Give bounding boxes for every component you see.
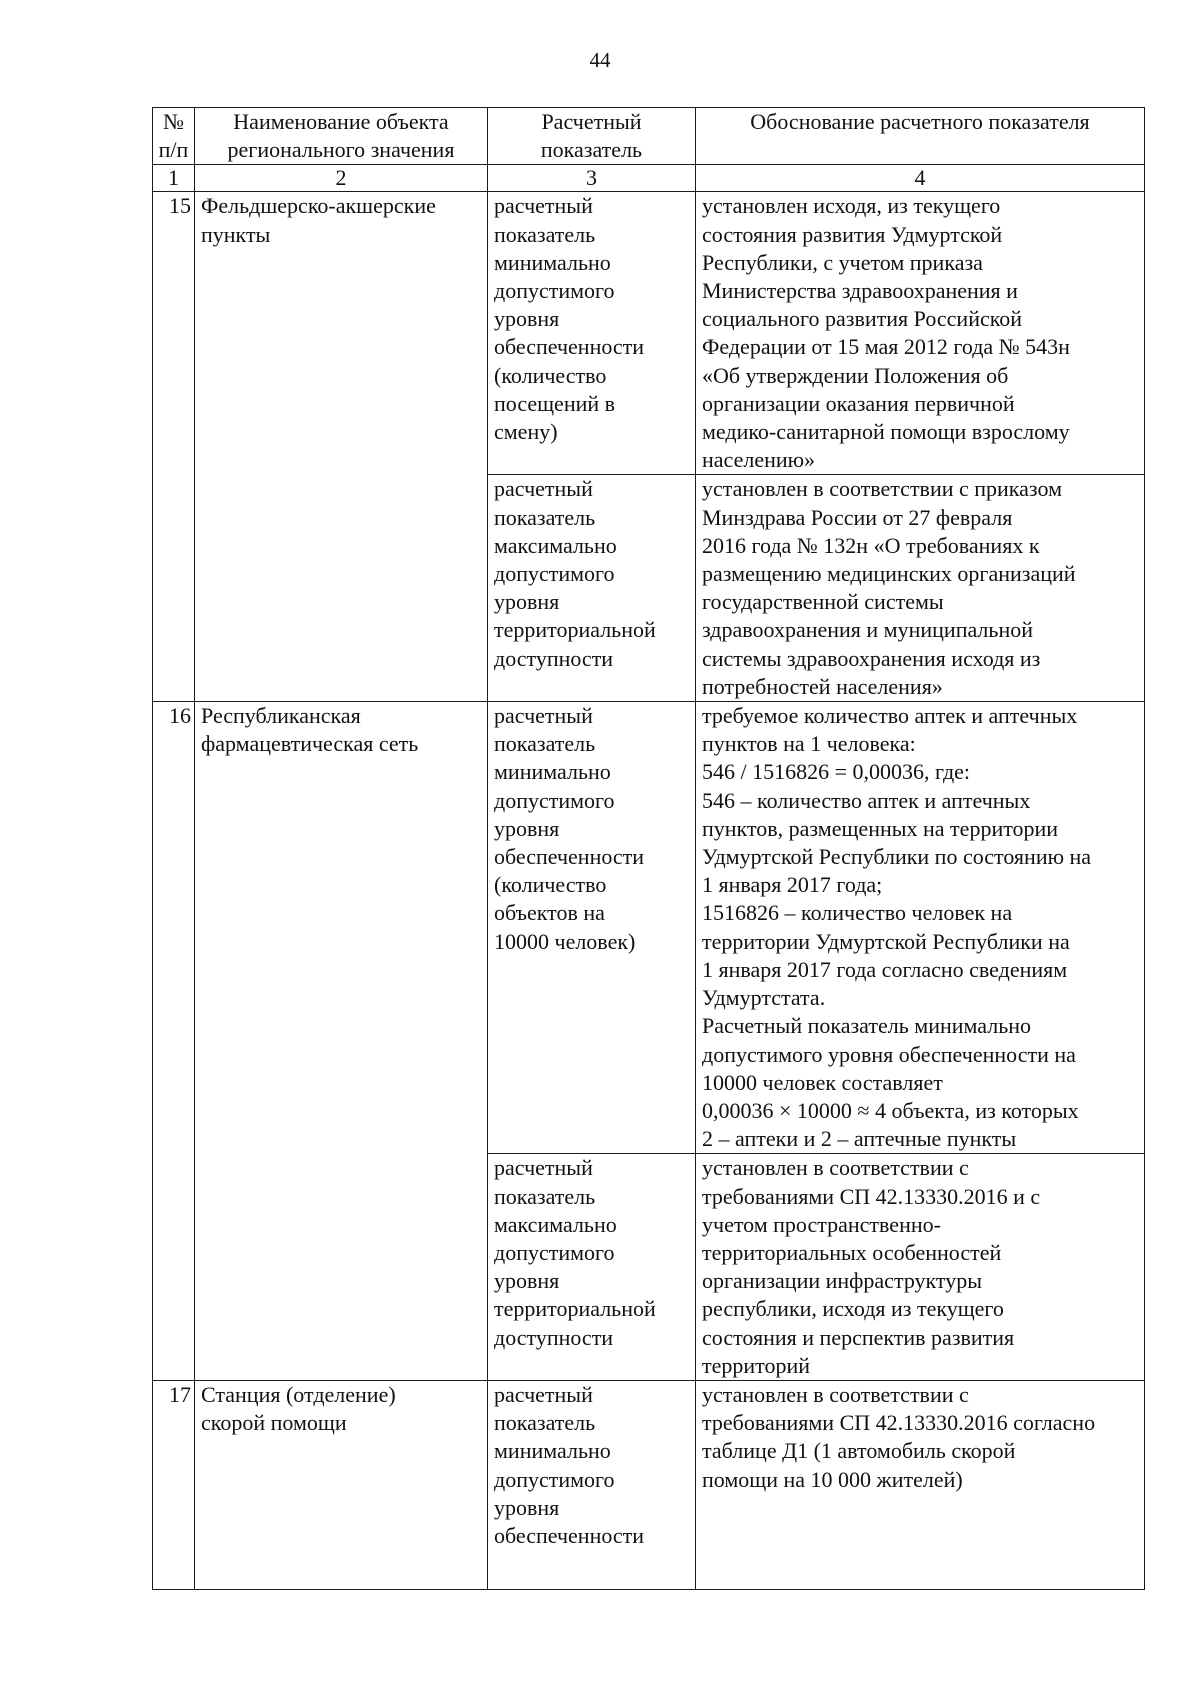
indicator-cell: расчетный показатель минимально допустимого уровня обеспеченности (количество объектов на 10000 человек)	[488, 702, 696, 1154]
normatives-table	[152, 107, 1145, 1590]
object-name: Республиканская фармацевтическая сеть	[195, 702, 488, 1381]
justification-cell: установлен исходя, из текущего состояния развития Удмуртской Республики, с учетом приказа Министерства здравоохранения и социального развития Российской Федерации от 15 мая 2012 года № 543н «Об утверждении Положения об организации оказания первичной медико-санитарной помощи взрослому населению»	[696, 192, 1145, 475]
table-row	[153, 192, 1145, 475]
header-justification: Обоснование расчетного показателя	[696, 108, 1145, 165]
justification-cell: установлен в соответствии с требованиями СП 42.13330.2016 согласно таблице Д1 (1 автомобиль скорой помощи на 10 000 жителей)	[696, 1380, 1145, 1589]
row-number: 17	[153, 1380, 195, 1589]
table-row	[153, 1380, 1145, 1589]
column-number: 3	[488, 165, 696, 192]
indicator-cell: расчетный показатель максимально допустимого уровня территориальной доступности	[488, 475, 696, 702]
justification-cell: требуемое количество аптек и аптечных пунктов на 1 человека: 546 / 1516826 = 0,00036, где: 546 – количество аптек и аптечных пунктов, размещенных на территории Удмуртской Республики по состоянию на 1 января 2017 года; 1516826 – количество человек на территории Удмуртской Республики на 1 января 2017 года согласно сведениям Удмуртстата. Расчетный показатель минимально допустимого уровня обеспеченности на 10000 человек составляет 0,00036 × 10000 ≈ 4 объекта, из которых 2 – аптеки и 2 – аптечные пункты	[696, 702, 1145, 1154]
table-header-row	[153, 108, 1145, 165]
object-name: Станция (отделение) скорой помощи	[195, 1380, 488, 1589]
row-number: 15	[153, 192, 195, 702]
column-number: 1	[153, 165, 195, 192]
indicator-cell: расчетный показатель максимально допустимого уровня территориальной доступности	[488, 1154, 696, 1381]
page-number: 44	[589, 48, 611, 72]
indicator-cell: расчетный показатель минимально допустимого уровня обеспеченности	[488, 1380, 696, 1589]
indicator-cell: расчетный показатель минимально допустимого уровня обеспеченности (количество посещений в смену)	[488, 192, 696, 475]
column-number: 2	[195, 165, 488, 192]
header-indicator: Расчетный показатель	[488, 108, 696, 165]
justification-cell: установлен в соответствии с приказом Минздрава России от 27 февраля 2016 года № 132н «О требованиях к размещению медицинских организаций государственной системы здравоохранения и муниципальной системы здравоохранения исходя из потребностей населения»	[696, 475, 1145, 702]
header-num: № п/п	[153, 108, 195, 165]
header-object-name: Наименование объекта регионального значения	[195, 108, 488, 165]
row-number: 16	[153, 702, 195, 1381]
object-name: Фельдшерско-акшерские пункты	[195, 192, 488, 702]
table-row	[153, 702, 1145, 1154]
column-numbers-row	[153, 165, 1145, 192]
justification-cell: установлен в соответствии с требованиями СП 42.13330.2016 и с учетом пространственно- территориальных особенностей организации инфраструктуры республики, исходя из текущего состояния и перспектив развития территорий	[696, 1154, 1145, 1381]
column-number: 4	[696, 165, 1145, 192]
